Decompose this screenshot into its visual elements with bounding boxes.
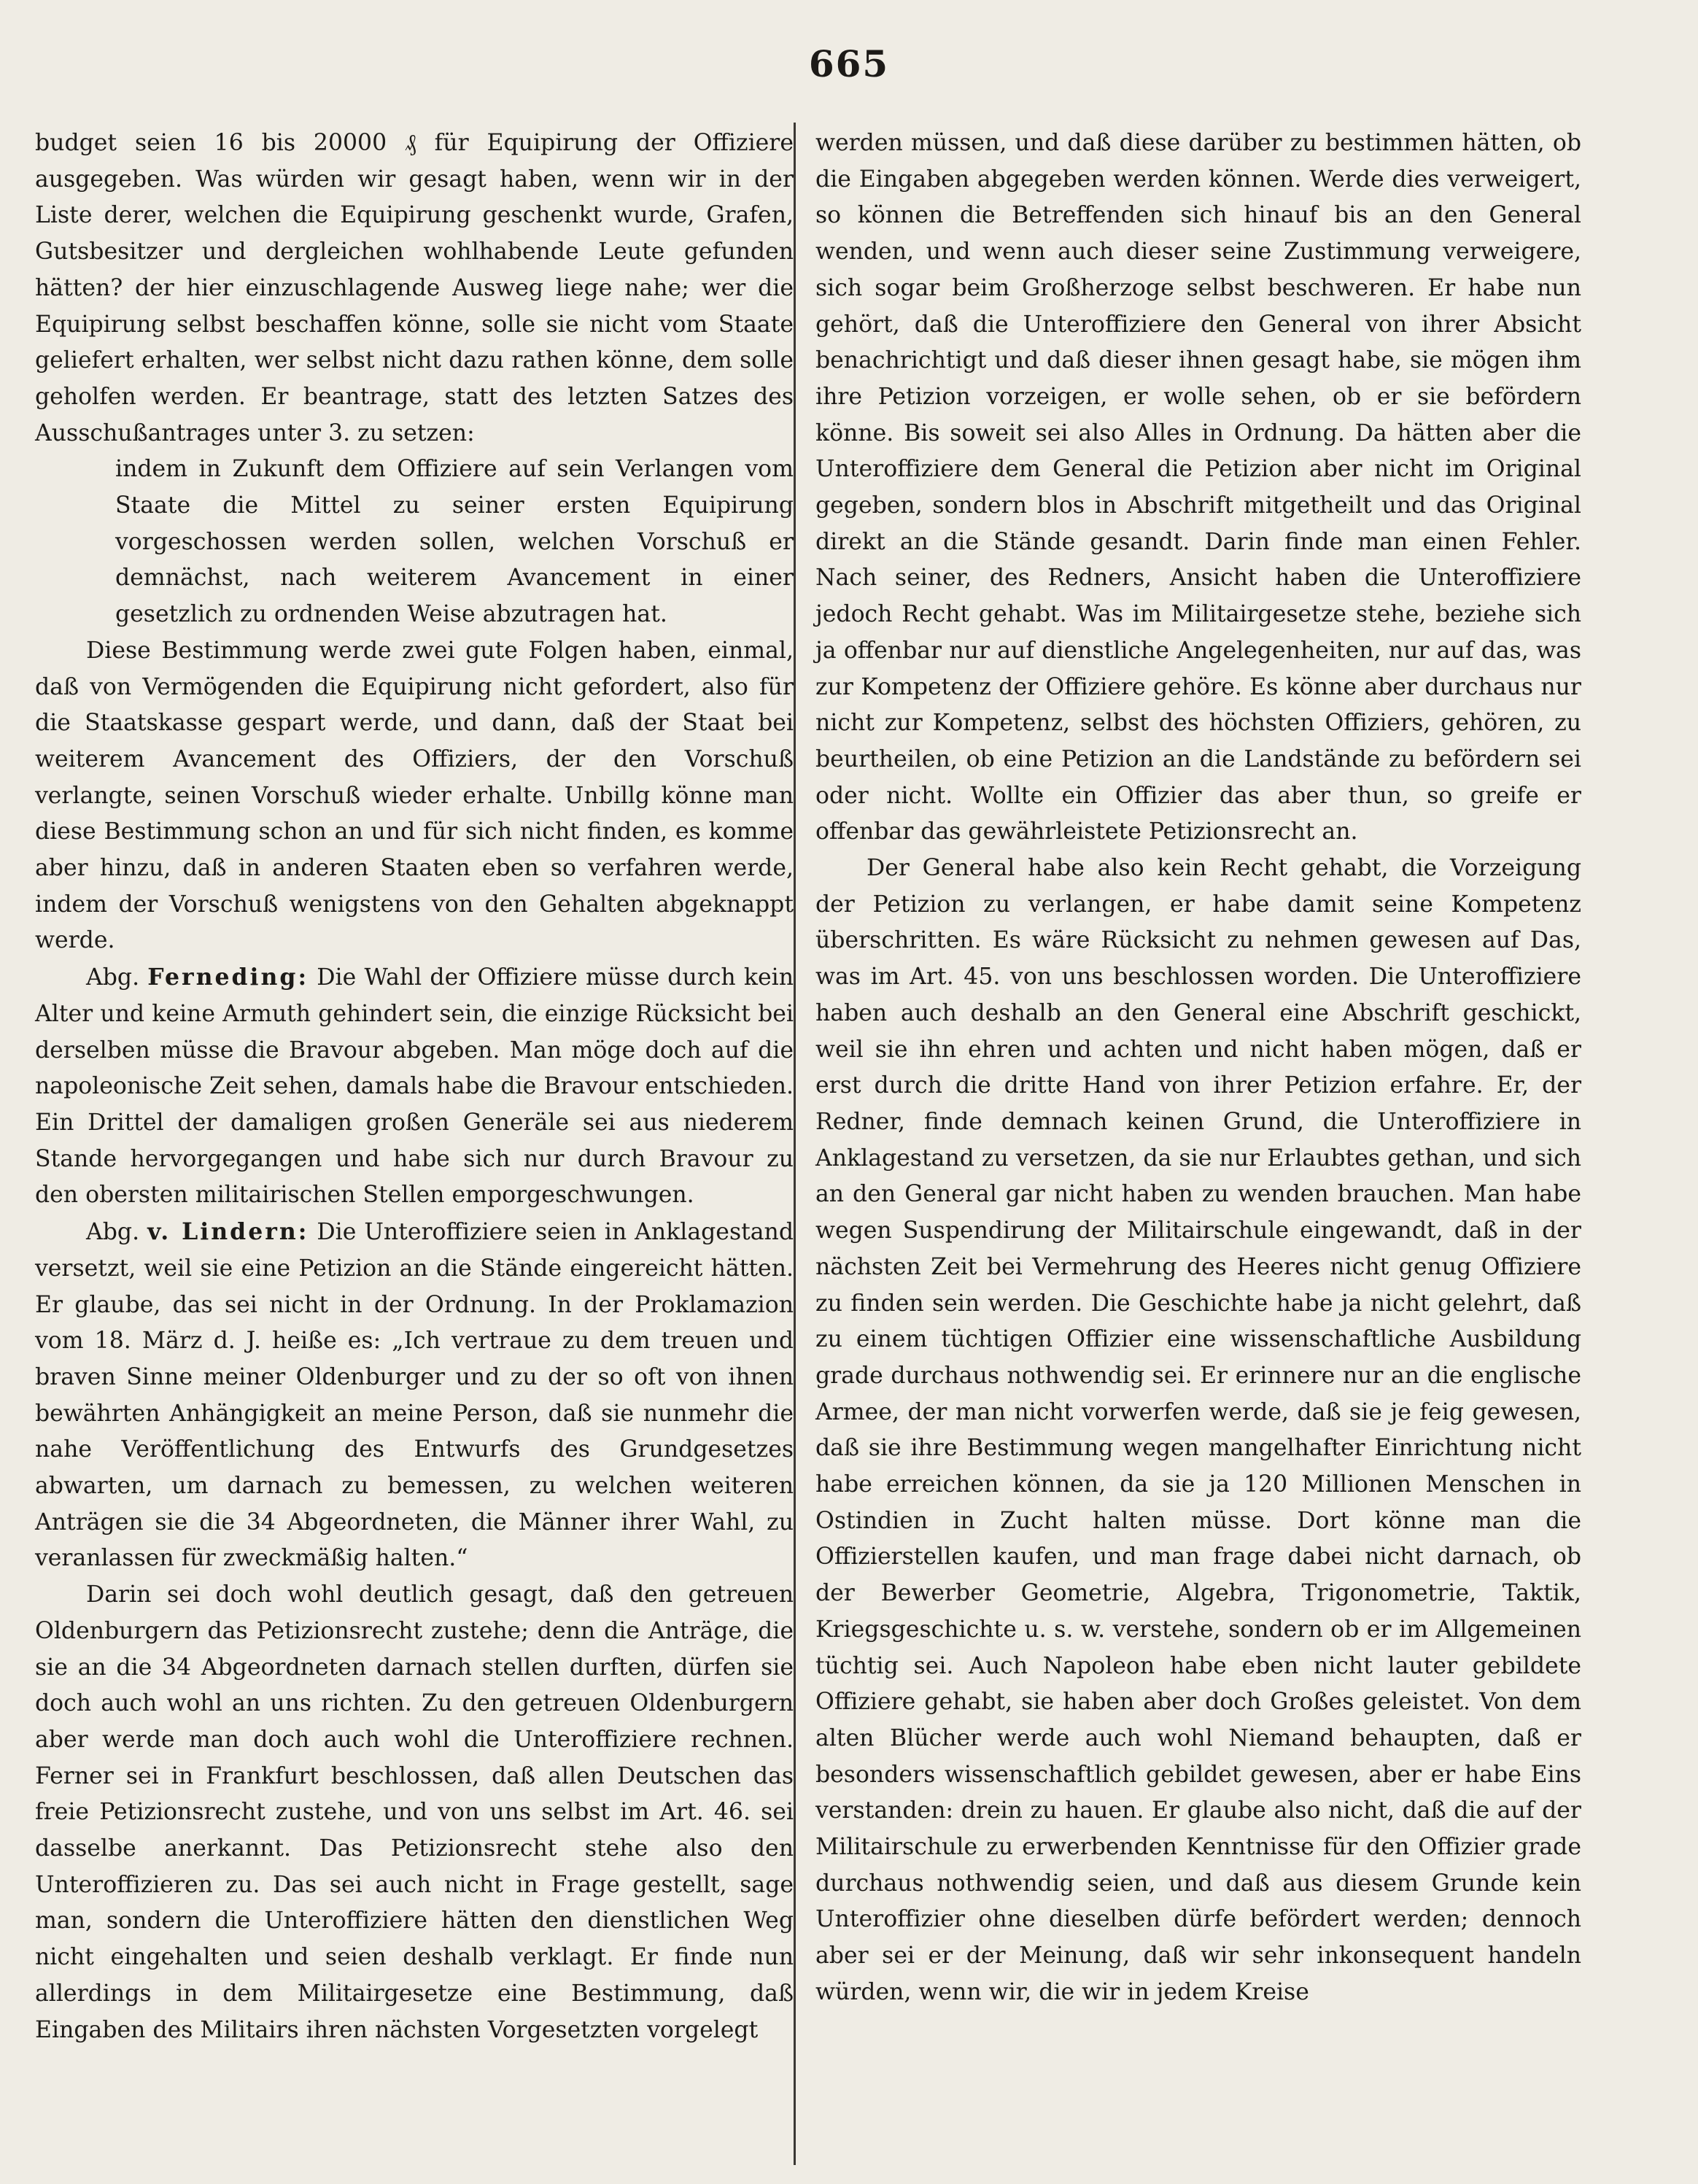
speaker-name: v. Lindern: — [147, 1218, 309, 1246]
page-number: 665 — [808, 42, 890, 85]
left-column — [35, 125, 794, 2048]
speaker-prefix: Abg. — [86, 964, 148, 991]
speech-ferneding — [35, 959, 794, 1214]
paragraph: Darin sei doch wohl deutlich gesagt, daß den getreuen Oldenburgern das Petizionsrecht zustehe; denn die Anträge, die sie an die 34 Abgeordneten darnach stellen durften, dürfen sie doch auch wohl an uns richten. Zu den getreuen Oldenburgern aber werde man doch auch wohl die Unteroffiziere rechnen. Ferner sei in Frankfurt beschlossen, daß allen Deutschen das freie Petizionsrecht zustehe, und von uns selbst im Art. 46. sei dasselbe anerkannt. Das Petizionsrecht stehe also den Unteroffizieren zu. Das sei auch nicht in Frage gestellt, sage man, sondern die Unteroffiziere hätten den dienstlichen Weg nicht eingehalten und seien deshalb verklagt. Er finde nun allerdings in dem Militairgesetze eine Bestimmung, daß Eingaben des Militairs ihren nächsten Vorgesetzten vorgelegt — [35, 1581, 794, 2043]
speech-lindern — [35, 1214, 794, 1577]
paragraph: Diese Bestimmung werde zwei gute Folgen haben, einmal, daß von Vermögenden die Equipirung nicht gefordert, also für die Staatskasse gespart werde, und dann, daß der Staat bei weiterem Avancement des Offiziers, der den Vorschuß verlangte, seinen Vorschuß wieder erhalte. Unbillg könne man diese Bestimmung schon an und für sich nicht finden, es komme aber hinzu, daß in anderen Staaten eben so verfahren werde, indem der Vorschuß wenigstens von den Gehalten abgeknappt werde. — [35, 637, 794, 954]
right-column — [815, 125, 1581, 2011]
paragraph: budget seien 16 bis 20000 ₰ für Equipirung der Offiziere ausgegeben. Was würden wir gesagt haben, wenn wir in der Liste derer, welchen die Equipirung geschenkt wurde, Grafen, Gutsbesitzer und dergleichen wohlhabende Leute gefunden hätten? der hier einzuschlagende Ausweg liege nahe; wer die Equipirung selbst beschaffen könne, solle sie nicht vom Staate geliefert erhalten, wer selbst nicht dazu rathen könne, dem solle geholfen werden. Er beantrage, statt des letzten Satzes des Ausschußantrages unter 3. zu setzen: — [35, 130, 794, 446]
speech-text: Die Unteroffiziere seien in Anklagestand versetzt, weil sie eine Petizion an die Stände eingereicht hätten. Er glaube, das sei nicht in der Ordnung. In der Proklamazion vom 18. März d. J. heiße es: „Ich vertraue zu dem treuen und braven Sinne meiner Oldenburger und zu der so oft von ihnen bewährten Anhängigkeit an meine Person, daß sie nunmehr die nahe Veröffentlichung des Entwurfs des Grundgesetzes abwarten, um darnach zu bemessen, zu welchen weiteren Anträgen sie die 34 Abgeordneten, die Männer ihrer Wahl, zu veranlassen für zweckmäßig halten.“ — [35, 1219, 794, 1572]
column-divider — [794, 123, 796, 2165]
paragraph: werden müssen, und daß diese darüber zu bestimmen hätten, ob die Eingaben abgegeben werden können. Werde dies verweigert, so können die Betreffenden sich hinauf bis an den General wenden, und wenn auch dieser seine Zustimmung verweigere, sich sogar beim Großherzoge selbst beschweren. Er habe nun gehört, daß die Unteroffiziere den General von ihrer Absicht benachrichtigt und daß dieser ihnen gesagt habe, sie mögen ihm ihre Petizion vorzeigen, er wolle sehen, ob er sie befördern könne. Bis soweit sei also Alles in Ordnung. Da hätten aber die Unteroffiziere dem General die Petizion aber nicht im Original gegeben, sondern blos in Abschrift mitgetheilt und das Original direkt an die Stände gesandt. Darin finde man einen Fehler. Nach seiner, des Redners, Ansicht haben die Unteroffiziere jedoch Recht gehabt. Was im Militairgesetze stehe, beziehe sich ja offenbar nur auf dienstliche Angelegenheiten, nur auf das, was zur Kompetenz der Offiziere gehöre. Es könne aber durchaus nur nicht zur Kompetenz, selbst des höchsten Offiziers, gehören, zu beurtheilen, ob eine Petizion an die Landstände zu befördern sei oder nicht. Wollte ein Offizier das aber thun, so greife er offenbar das gewährleistete Petizionsrecht an. — [815, 130, 1581, 845]
paragraph: Der General habe also kein Recht gehabt, die Vorzeigung der Petizion zu verlangen, er habe damit seine Kompetenz überschritten. Es wäre Rücksicht zu nehmen gewesen auf Das, was im Art. 45. von uns beschlossen worden. Die Unteroffiziere haben auch deshalb an den General eine Abschrift geschickt, weil sie ihn ehren und achten und nicht haben mögen, daß er erst durch die dritte Hand von ihrer Petizion erfahre. Er, der Redner, finde demnach keinen Grund, die Unteroffiziere in Anklagestand zu versetzen, da sie nur Erlaubtes gethan, und sich an den General gar nicht haben zu wenden brauchen. Man habe wegen Suspendirung der Militairschule eingewandt, daß in der nächsten Zeit bei Vermehrung des Heeres nicht genug Offiziere zu finden sein werden. Die Geschichte habe ja nicht gelehrt, daß zu einem tüchtigen Offizier eine wissenschaftliche Ausbildung grade durchaus nothwendig sei. Er erinnere nur an die englische Armee, der man nicht vorwerfen werde, daß sie je feig gewesen, daß sie ihre Bestimmung wegen mangelhafter Einrichtung nicht habe erreichen können, da sie ja 120 Millionen Menschen in Ostindien in Zucht halten müsse. Dort könne man die Offizierstellen kaufen, und man frage dabei nicht darnach, ob der Bewerber Geometrie, Algebra, Trigonometrie, Taktik, Kriegsgeschichte u. s. w. verstehe, sondern ob er im Allgemeinen tüchtig sei. Auch Napoleon habe eben nicht lauter gebildete Offiziere gehabt, sie haben aber doch Großes geleistet. Von dem alten Blücher werde auch wohl Niemand behaupten, daß er besonders wissenschaftlich gebildet gewesen, aber er habe Eins verstanden: drein zu hauen. Er glaube also nicht, daß die auf der Militairschule zu erwerbenden Kenntnisse für den Offizier grade durchaus nothwendig seien, und daß aus diesem Grunde kein Unteroffizier ohne dieselben dürfe befördert werden; dennoch aber sei er der Meinung, daß wir sehr inkonsequent handeln würden, wenn wir, die wir in jedem Kreise — [815, 855, 1581, 2005]
motion-quote: indem in Zukunft dem Offiziere auf sein Verlangen vom Staate die Mittel zu seiner ersten Equipirung vorgeschossen werden sollen, welchen Vorschuß er demnächst, nach weiterem Avancement in einer gesetzlich zu ordnenden Weise abzutragen hat. — [115, 456, 794, 628]
speech-text: Die Wahl der Offiziere müsse durch kein Alter und keine Armuth gehindert sein, die einzige Rücksicht bei derselben müsse die Bravour abgeben. Man möge doch auf die napoleonische Zeit sehen, damals habe die Bravour entschieden. Ein Drittel der damaligen großen Generäle sei aus niederem Stande hervorgegangen und habe sich nur durch Bravour zu den obersten militairischen Stellen emporgeschwungen. — [35, 964, 794, 1209]
speaker-prefix: Abg. — [86, 1219, 148, 1246]
speaker-name: Ferneding: — [147, 964, 309, 991]
